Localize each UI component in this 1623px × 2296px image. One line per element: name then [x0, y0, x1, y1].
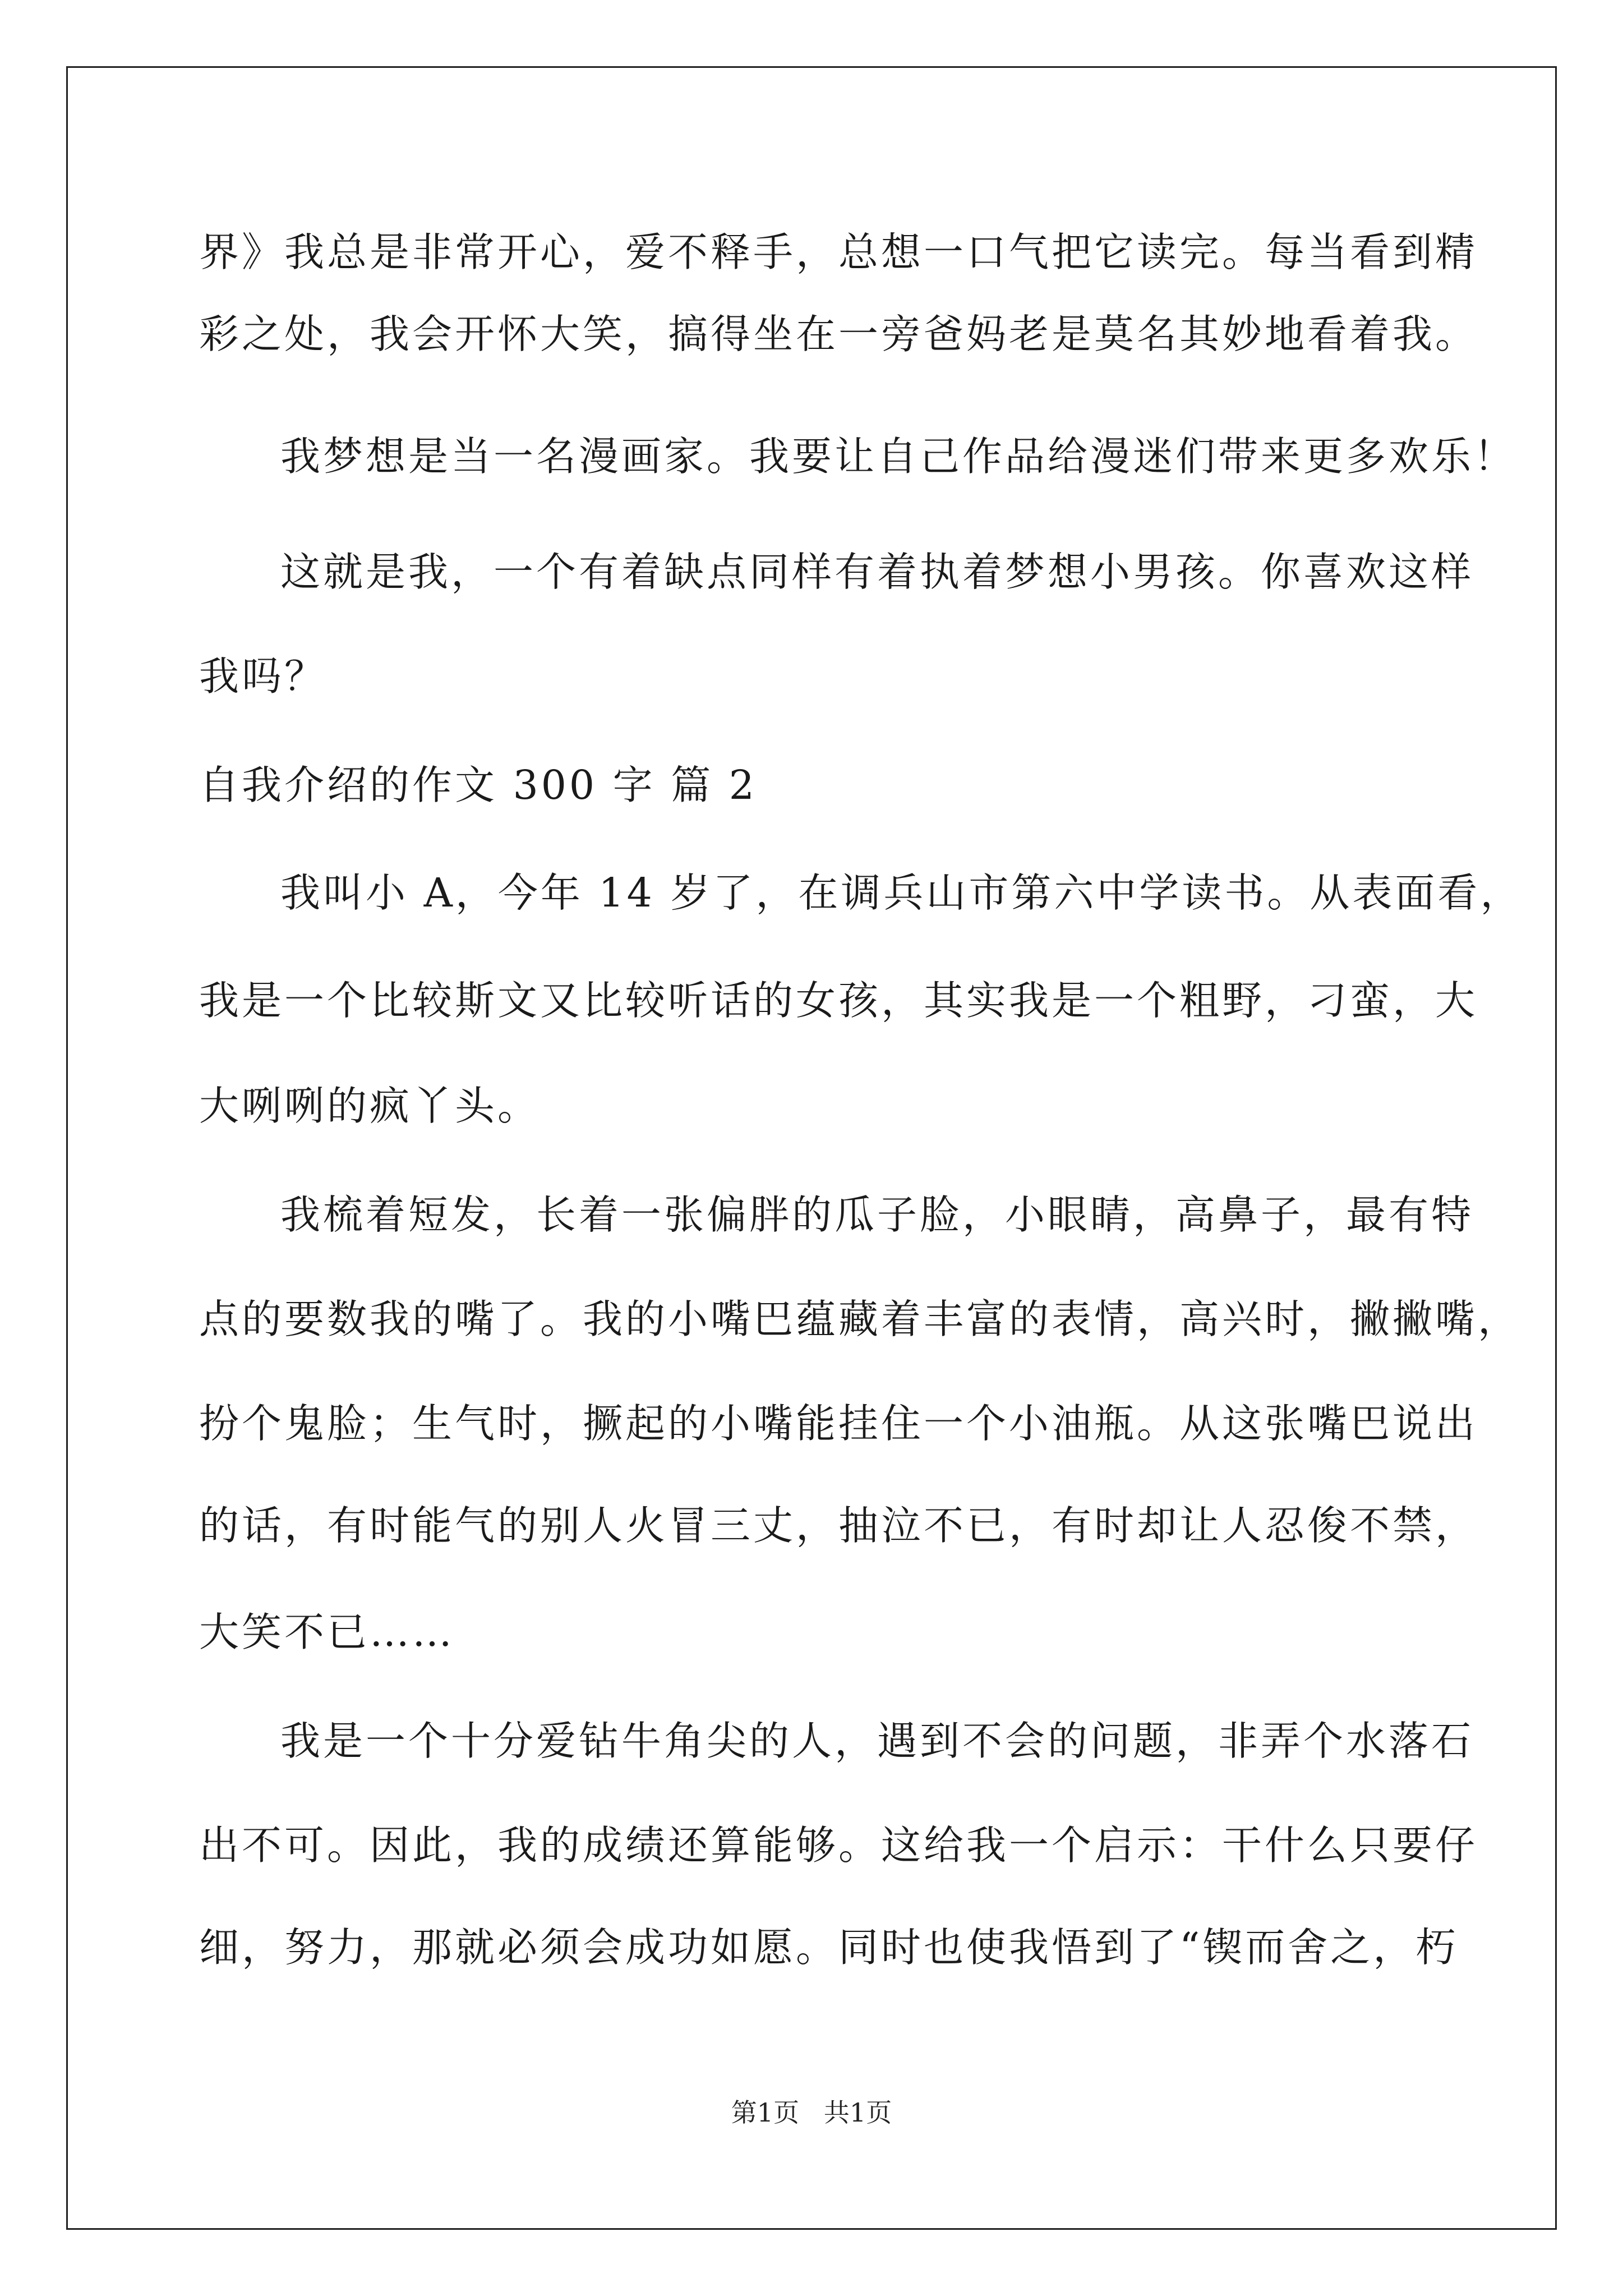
body-text-line: 大咧咧的疯丫头。 [199, 1083, 541, 1129]
section-heading: 自我介绍的作文 300 字 篇 2 [199, 762, 757, 808]
body-text-line: 扮个鬼脸；生气时，撅起的小嘴能挂住一个小油瓶。从这张嘴巴说出 [199, 1400, 1478, 1447]
body-text-line: 这就是我，一个有着缺点同样有着执着梦想小男孩。你喜欢这样 [280, 549, 1474, 595]
body-text-line: 我吗？ [199, 653, 328, 700]
body-text-line: 细，努力，那就必须会成功如愿。同时也使我悟到了“锲而舍之，朽 [199, 1924, 1459, 1971]
body-text-line: 的话，有时能气的别人火冒三丈，抽泣不已，有时却让人忍俊不禁， [199, 1502, 1478, 1549]
page-border [66, 66, 1557, 2230]
body-text-line: 我是一个十分爱钻牛角尖的人，遇到不会的问题，非弄个水落石 [280, 1718, 1474, 1764]
body-text-line: 我梦想是当一名漫画家。我要让自己作品给漫迷们带来更多欢乐！ [280, 433, 1517, 480]
body-text-line: 大笑不已…… [199, 1609, 455, 1655]
body-text-line: 点的要数我的嘴了。我的小嘴巴蕴藏着丰富的表情，高兴时，撇撇嘴， [199, 1296, 1521, 1342]
body-text-line: 我叫小 A，今年 14 岁了，在调兵山市第六中学读书。从表面看， [280, 869, 1523, 916]
body-text-line: 界》我总是非常开心，爱不释手，总想一口气把它读完。每当看到精 [199, 229, 1478, 275]
body-text-line: 彩之处，我会开怀大笑，搞得坐在一旁爸妈老是莫名其妙地看着我。 [199, 311, 1478, 357]
page-number-footer: 第1页 共1页 [731, 2097, 892, 2128]
body-text-line: 我是一个比较斯文又比较听话的女孩，其实我是一个粗野，刁蛮，大 [199, 977, 1478, 1024]
body-text-line: 我梳着短发，长着一张偏胖的瓜子脸，小眼睛，高鼻子，最有特 [280, 1191, 1474, 1238]
body-text-line: 出不可。因此，我的成绩还算能够。这给我一个启示：干什么只要仔 [199, 1822, 1478, 1869]
